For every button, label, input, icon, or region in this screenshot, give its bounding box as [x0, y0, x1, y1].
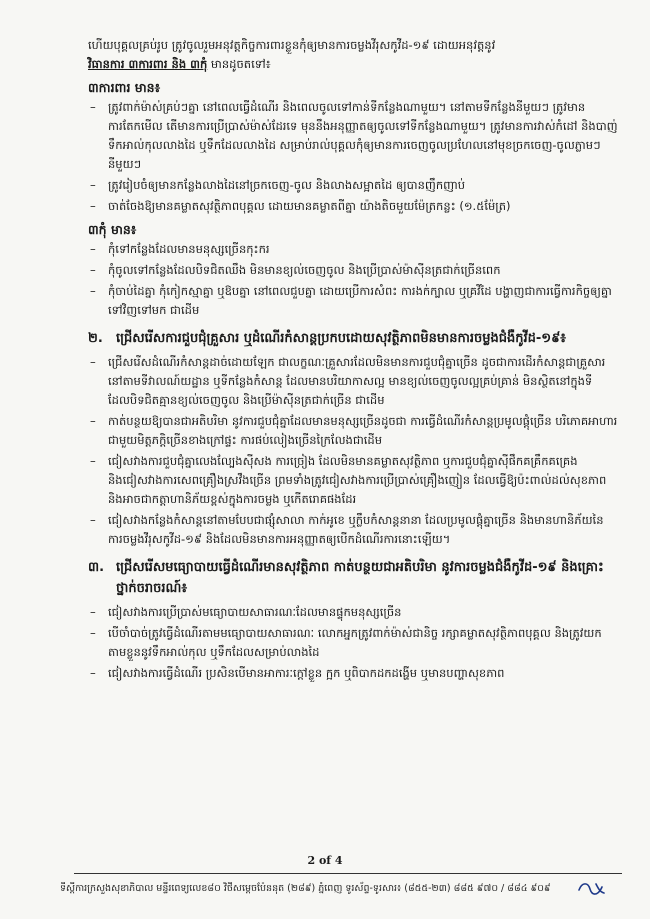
- list-item: – ជៀសវាងកន្លែងកំសាន្តនៅតាមបែបជាផ្សុំសាលា កាក់អូខេ ឬក្លឹបកំសាន្តនានា ដែលប្រមូលផ្តុំគ្នាច្រើន និងមានហានិភ័យនៃការចម្លងវីរុសកូវីដ-១៩ និងដែលមិនមានការអនុញ្ញាតឲ្យបើកដំណើរការនោះឡើយ។: [88, 511, 618, 549]
- list-item: – ត្រូវពាក់ម៉ាស់គ្រប់ៗគ្នា នៅពេលធ្វើដំណើរ និងពេលចូលទៅកាន់ទីកន្លែងណាមួយ។ នៅតាមទីកន្លែងនីមួយៗ ត្រូវមានការតែកមើល តើមានការប្រើប្រាស់ម៉ាស់ដែរទេ មុននឹងអនុញ្ញាតឲ្យចូលទៅទីកន្លែងណាមួយ។ ត្រូវមានការវាស់កំដៅ និងបាញ់ទឹកអាល់កុលលាងដៃ ឬទឹកដែលលាងដៃ សម្រាប់រាល់បុគ្គលកុំឲ្យមានការចេញចូលប្រហែលនៅមុខច្រកចេញ-ចូលភ្លាមៗនីមួយៗ: [88, 98, 618, 174]
- section-2-list: [88, 353, 618, 549]
- section-3-list: [88, 603, 618, 683]
- section-heading: ជ្រើសរើសមធ្យោបាយធ្វើដំណើរមានសុវត្ថិភាព កាត់បន្ថយជាអតិបរិមា នូវការចម្លងជំងឺកូវីដ-១៩ និងគ្រោះថ្នាក់ចរាចរណ៍៖: [116, 560, 604, 596]
- section-number: ៣.: [88, 560, 105, 575]
- list-item: – បើចាំបាច់ត្រូវធ្វើដំណើរតាមមធ្យោបាយសាធារណៈ លោកអ្នកត្រូវពាក់ម៉ាស់ជានិច្ច រក្សាគម្លាតសុវត្ថិភាពបុគ្គល និងត្រូវយកតាមខ្លួននូវទឹកអាល់កុល ឬទឹកដែលសម្រាប់លាងដៃ: [88, 624, 618, 662]
- section-3-title: [88, 557, 618, 599]
- list-item: – កាត់បន្ថយឱ្យបានជាអតិបរិមា នូវការជួបជុំគ្នាដែលមានមនុស្សច្រើនដូចជា ការធ្វើដំណើរកំសាន្តប្រមូលផ្តុំច្រើន បរិភោគអាហារជាមួយមិត្តភក្តិច្រើនខាងក្រៅផ្ទះ ការផប់លៀងច្រើនក្រៃលែងជាដើម: [88, 412, 618, 450]
- intro-tail: មានដូចតទៅ៖: [207, 57, 271, 71]
- footer-divider: [74, 873, 622, 874]
- section-2-title: [88, 328, 618, 349]
- footer-address: ទីស្តីការក្រសួងសុខាភិបាល មន្ទីរពេទ្យលេខ៨០ វិថីសម្តេចប៉ែននុត (២៨៩) ភ្នំពេញ ទូរស័ព្ទ-ទូរសារ៖ (៨៥៥-២៣) ៨៨៥ ៩៧០ / ៨៨៤ ៩០៩: [60, 883, 551, 894]
- section-heading: ជ្រើសរើសការជួបជុំគ្រួសារ ឬដំណើរកំសាន្តប្រកបដោយសុវត្ថិភាពមិនមានការចម្លងជំងឺកូវីដ-១៩៖: [116, 331, 567, 346]
- list-item: – ជ្រើសរើសដំណើរកំសាន្តដាច់ដោយឡែក ជាលក្ខណៈគ្រួសារដែលមិនមានការជួបជុំគ្នាច្រើន ដូចជាការដើរកំសាន្តជាគ្រួសារ នៅតាមទីវាលណ៍យដ្ឋាន ឬទីកន្លែងកំសាន្ត ដែលមានបរិយាកាសល្អ មានខ្យល់ចេញចូលល្អគ្រប់គ្រាន់ មិនស្ថិតនៅក្នុងទីដែលបិទជិតគ្មានខ្យល់ចេញចូល និងប្រើម៉ាស៊ីនត្រជាក់ច្រើន ជាដើម: [88, 353, 618, 410]
- list-item: – កុំចូលទៅកន្លែងដែលបិទជិតឈឹង មិនមានខ្យល់ចេញចូល និងប្រើប្រាស់ម៉ាស៊ីនត្រជាក់ច្រើនពេក: [88, 261, 618, 280]
- list-item: – កុំទៅកន្លែងដែលមានមនុស្សច្រើនកុះករ: [88, 240, 618, 259]
- intro-line: ហើយបុគ្គលគ្រប់រូប ត្រូវចូលរួមអនុវត្តកិច្ចការពារខ្លួនកុំឲ្យមានការចម្លងវីរុសកូវីដ-១៩ ដោយអនុវត្តនូវ: [88, 38, 496, 52]
- three-dont-heading: ៣កុំ មាន៖: [88, 222, 137, 237]
- list-item: – ជៀសវាងការប្រើប្រាស់មធ្យោបាយសាធារណៈដែលមានផ្ទុកមនុស្សច្រើន: [88, 603, 618, 622]
- three-dont-list: [88, 240, 618, 320]
- signature-mark-icon: [576, 878, 606, 900]
- list-item: – កុំចាប់ដៃគ្នា កុំកៀកស្មាគ្នា ឬឱបគ្នា នៅពេលជួបគ្នា ដោយប្រើការសំពះ ការងក់ក្បាល ឬគ្រវីដៃ បង្ហាញជាការធ្វើការកិច្ចឲ្យគ្នាទៅវិញទៅមក ជាដើម: [88, 282, 618, 320]
- three-protect-heading: ៣ការពារ មាន៖: [88, 80, 161, 95]
- list-item: – ចាត់ចែងឱ្យមានគម្លាតសុវត្ថិភាពបុគ្គល ដោយមានគម្លាតពីគ្នា យ៉ាងតិចមួយម៉ែត្រកន្លះ (១.៥ម៉ែត្រ): [88, 197, 618, 216]
- list-item: – ជៀសវាងការធ្វើដំណើរ ប្រសិនបើមានអាការៈក្តៅខ្លួន ក្អក ឬពិបាកដកដង្ហើម ឬមានបញ្ហាសុខភាព: [88, 664, 618, 683]
- list-item: – ត្រូវរៀបចំឲ្យមានកន្លែងលាងដៃនៅច្រកចេញ-ចូល និងលាងសម្អាតដៃ ឲ្យបានញឹកញាប់: [88, 176, 618, 195]
- intro-rule-line: [88, 55, 618, 74]
- page-number: 2 of 4: [307, 854, 343, 867]
- section-number: ២.: [88, 331, 103, 346]
- measures-title: វិធានការ ៣ការពារ និង ៣កុំ: [88, 57, 208, 71]
- list-item: – ជៀសវាងការជួបជុំគ្នាលេងល្បែងស៊ីសង ការច្រៀង ដែលមិនមានគម្លាតសុវត្ថិភាព ឬការជួបជុំគ្នាស៊ីផឹកគគ្រឹកគគ្រេង និងជៀសវាងការសេពគ្រឿងស្រវឹងច្រើន ព្រមទាំងត្រូវជៀសវាងការប្រើប្រាស់គ្រឿងញៀន ដែលធ្វើឱ្យប៉ះពាល់ដល់សុខភាព និងអាចជាកត្តាហានិភ័យខ្ពស់ក្នុងការចម្លង ឬកើតរោគផងដែរ: [88, 452, 618, 509]
- page-content: [88, 36, 618, 685]
- three-protect-list: [88, 98, 618, 216]
